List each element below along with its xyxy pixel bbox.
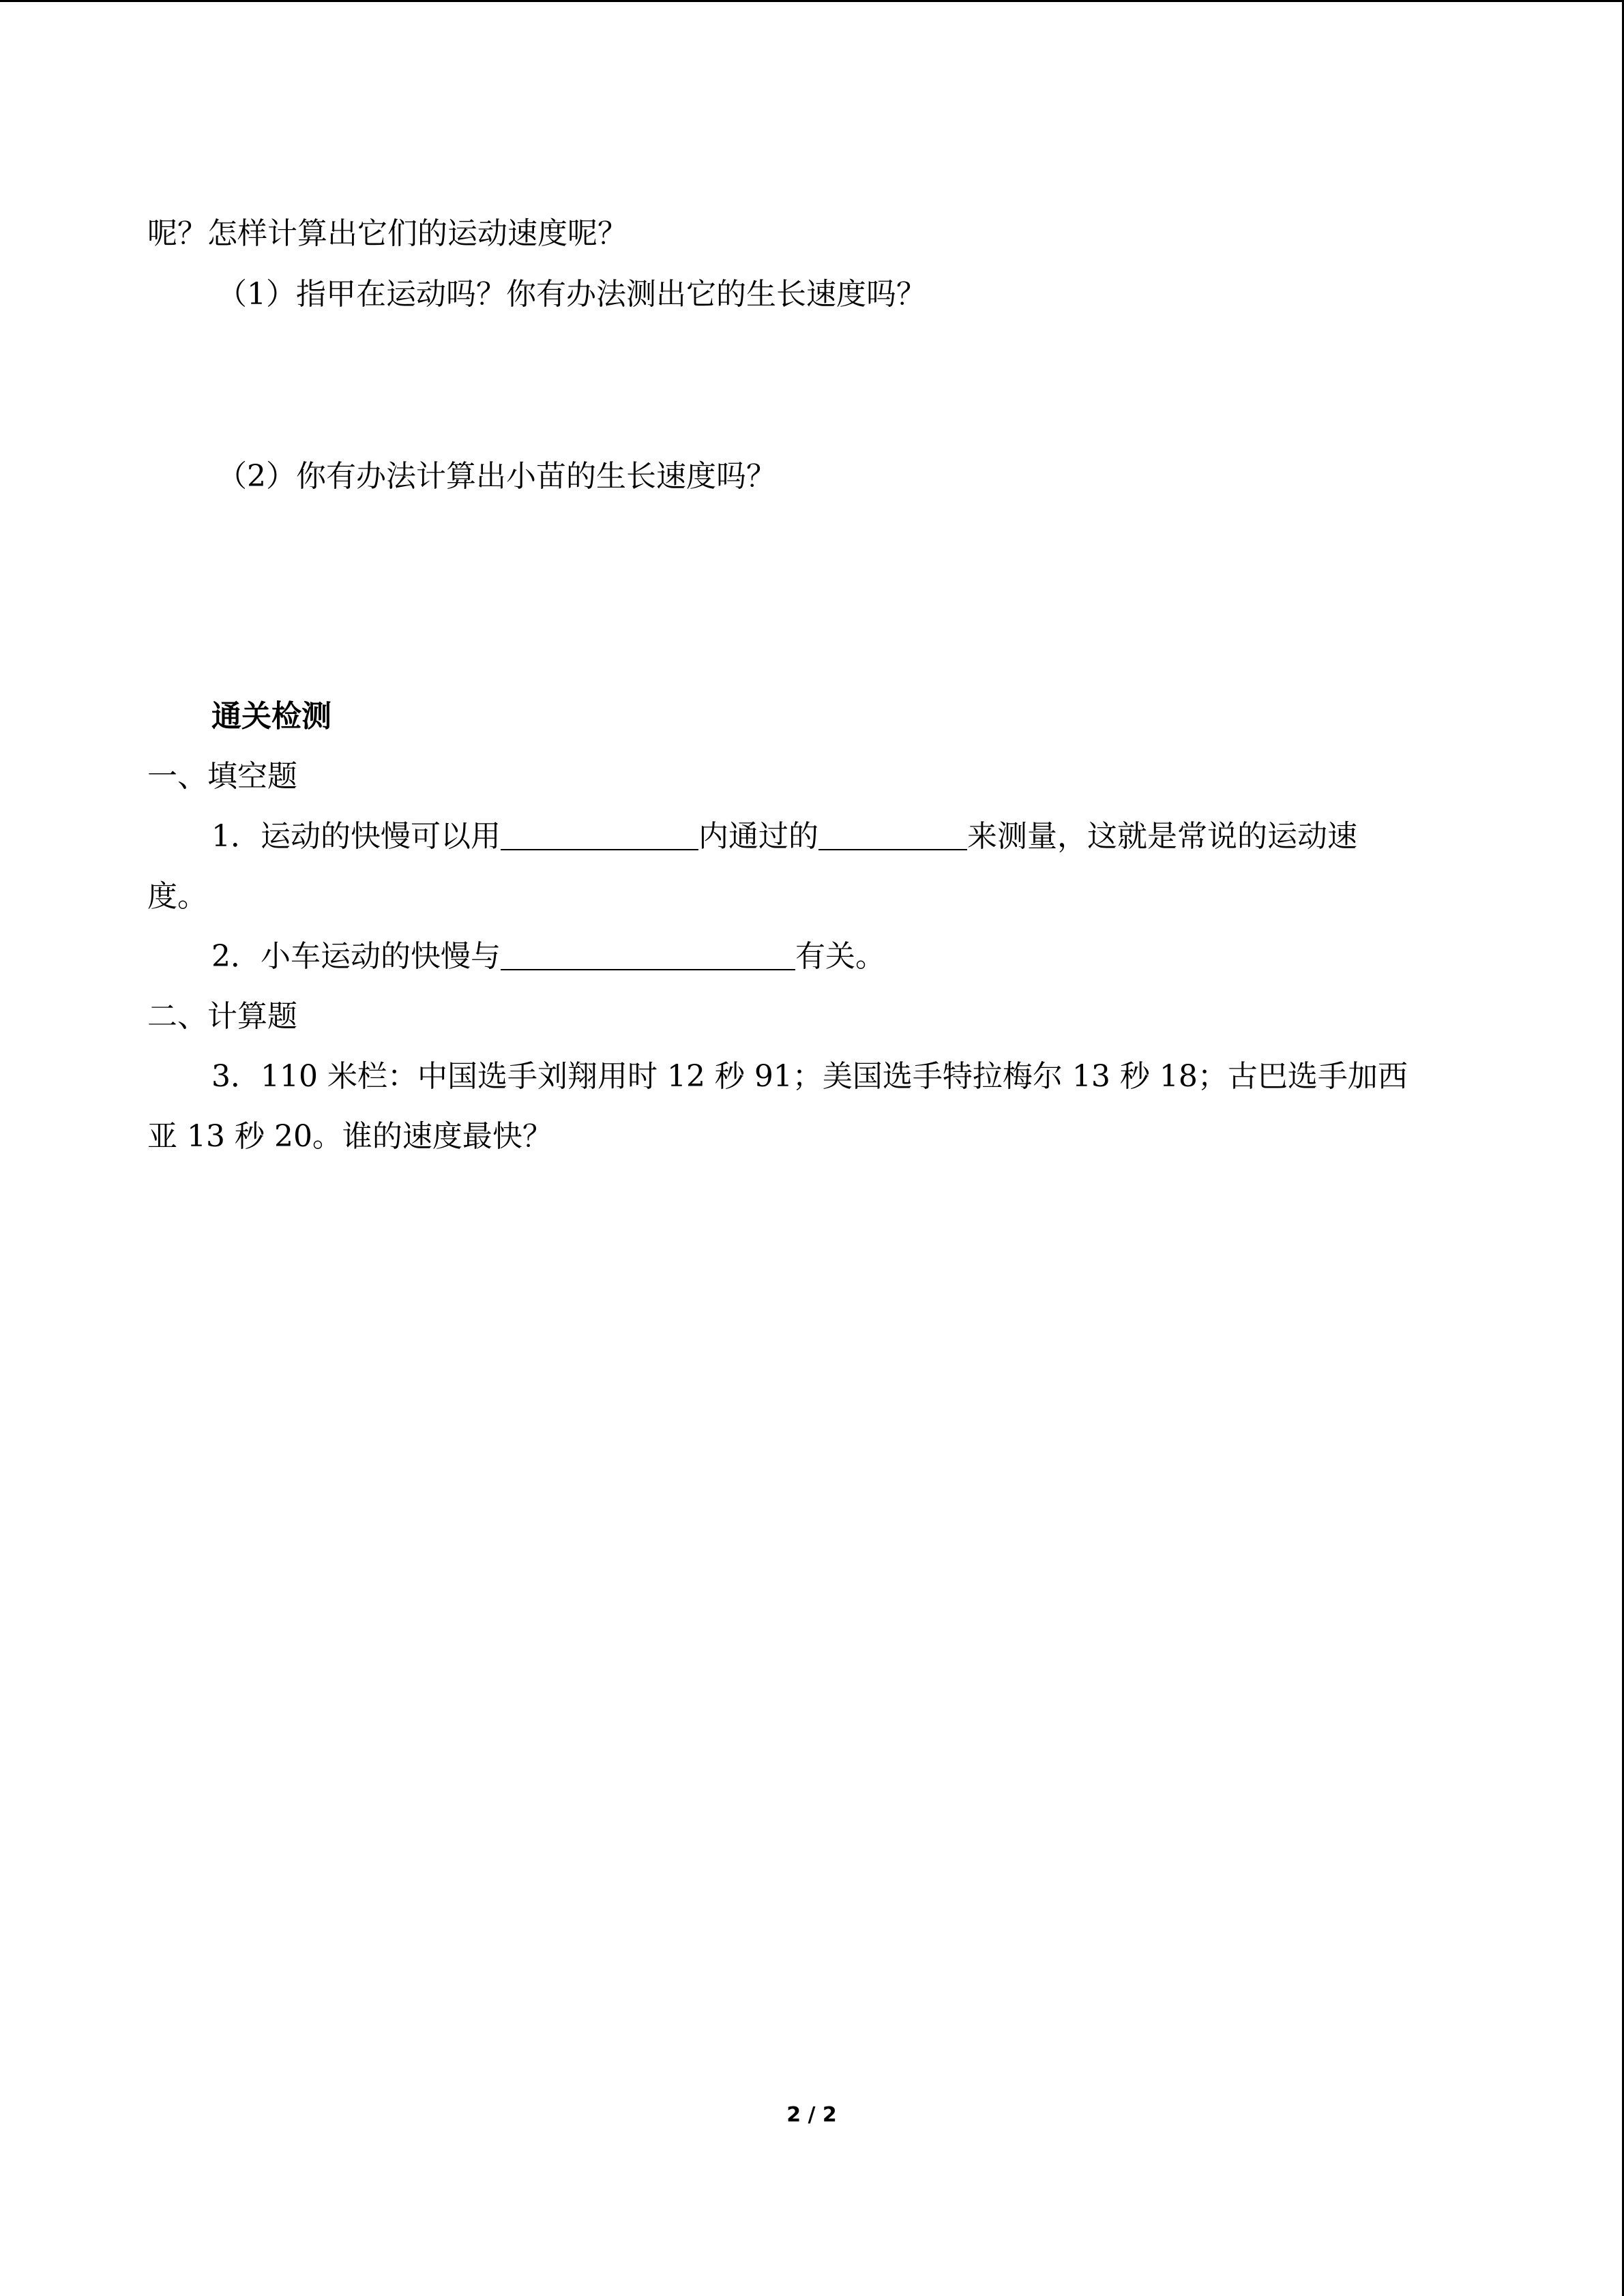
intro-line: 呢？怎样计算出它们的运动速度呢？ [147, 216, 628, 251]
question-1-middle: 内通过的 [698, 819, 818, 854]
question-2 [211, 936, 885, 977]
sub-question-2: （2）你有办法计算出小苗的生长速度吗？ [217, 459, 776, 494]
part2-title: 二、计算题 [147, 999, 297, 1034]
page-number: 2 / 2 [786, 2103, 837, 2127]
question-2-prefix: 2．小车运动的快慢与 [211, 939, 501, 974]
sub-question-1: （1）指甲在运动吗？你有办法测出它的生长速度吗？ [217, 277, 926, 312]
question-1 [211, 816, 1357, 857]
question-3-line-2: 亚 13 秒 20。谁的速度最快？ [147, 1119, 552, 1154]
answer-blank-2[interactable] [818, 819, 967, 850]
question-3-line-1: 3．110 米栏：中国选手刘翔用时 12 秒 91；美国选手特拉梅尔 13 秒 18；古巴选手加西 [211, 1059, 1408, 1094]
question-1-prefix: 1．运动的快慢可以用 [211, 819, 501, 854]
answer-blank-1[interactable] [501, 819, 698, 850]
question-1-suffix: 来测量，这就是常说的运动速 [967, 819, 1357, 854]
section-title: 通关检测 [211, 699, 331, 734]
question-2-suffix: 有关。 [795, 939, 885, 974]
part1-title: 一、填空题 [147, 759, 297, 794]
answer-blank-3[interactable] [501, 939, 795, 970]
question-1-continuation: 度。 [147, 879, 207, 914]
